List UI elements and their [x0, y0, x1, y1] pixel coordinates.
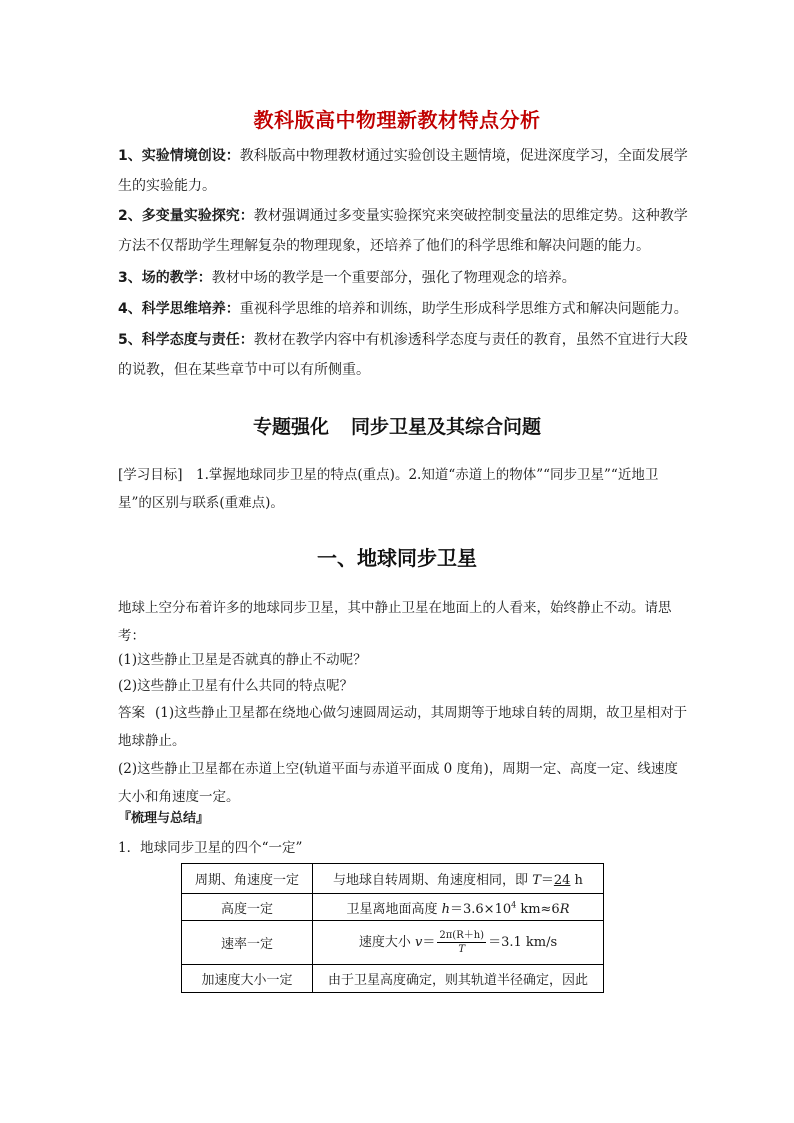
eq-sign: ＝	[422, 935, 436, 950]
exponent: 4	[511, 900, 517, 910]
topic-part2: 同步卫星及其综合问题	[351, 416, 542, 438]
velocity-fraction	[437, 929, 486, 956]
table-cell-desc	[313, 894, 604, 921]
desc-text: 卫星离地面高度	[346, 901, 442, 917]
question-2: (2)这些静止卫星有什么共同的特点呢？	[118, 678, 354, 694]
summary-heading: 『梳理与总结』	[118, 811, 210, 826]
table-row	[182, 894, 604, 921]
fraction-denominator: T	[458, 944, 466, 955]
var-R: R	[559, 901, 570, 917]
feature-label: 1、实验情境创设：	[118, 148, 240, 164]
satellite-facts-table	[181, 863, 604, 993]
table-cell-name: 加速度大小一定	[182, 965, 313, 993]
answer-1-text: (1)这些静止卫星都在绕地心做匀速圆周运动，其周期等于地球自转的周期，故卫星相对于地球静止。	[118, 705, 688, 749]
height-value: ＝3.6×10	[450, 901, 512, 917]
section-title: 一、地球同步卫星	[317, 546, 477, 570]
velocity-value: ＝3.1 km/s	[488, 935, 558, 950]
feature-text: 教材强调通过多变量实验探究来突破控制变量法的思维定势。这种教学方法不仅帮助学生理解复杂的物理现象，还培养了他们的科学思维和解决问题的能力。	[118, 208, 688, 254]
feature-item-4	[118, 294, 688, 324]
learning-objectives: [学习目标] 1.掌握地球同步卫星的特点(重点)。2.知道“赤道上的物体”“同步卫星”“近地卫星”的区别与联系(重难点)。	[118, 467, 659, 511]
answer-2: (2)这些静止卫星都在赤道上空(轨道平面与赤道平面成 0 度角)，周期一定、高度一定、线速度大小和角速度一定。	[118, 761, 678, 805]
table-cell-name: 周期、角速度一定	[182, 864, 313, 894]
feature-text: 教材中场的教学是一个重要部分，强化了物理观念的培养。	[211, 270, 576, 286]
feature-item-1	[118, 141, 688, 201]
table-cell-desc	[313, 864, 604, 894]
feature-text: 重视科学思维的培养和训练，助学生形成科学思维方式和解决问题能力。	[239, 301, 688, 317]
feature-label: 5、科学态度与责任：	[118, 332, 254, 348]
topic-part1: 专题强化	[252, 416, 329, 438]
unit: h	[570, 873, 583, 888]
table-cell-name: 速率一定	[182, 921, 313, 965]
question-1: (1)这些静止卫星是否就真的静止不动呢？	[118, 652, 367, 668]
feature-item-3	[118, 263, 688, 293]
topic-title	[0, 412, 794, 439]
answer-label: 答案	[118, 705, 145, 721]
page-title: 教科版高中物理新教材特点分析	[253, 108, 541, 132]
answer-1	[118, 699, 688, 755]
table-row	[182, 921, 604, 965]
table-caption: 1．地球同步卫星的四个“一定”	[118, 840, 303, 856]
intro-paragraph: 地球上空分布着许多的地球同步卫星，其中静止卫星在地面上的人看来，始终静止不动。请思考：	[118, 600, 672, 644]
fraction-numerator: 2π(R＋h)	[439, 930, 485, 941]
feature-item-2	[118, 201, 688, 261]
var-T: T	[532, 873, 541, 888]
table-cell-desc	[313, 921, 604, 965]
feature-label: 4、科学思维培养：	[118, 301, 240, 317]
eq-sign: ＝	[540, 873, 554, 888]
feature-text: 教科版高中物理教材通过实验创设主题情境，促进深度学习，全面发展学生的实验能力。	[118, 148, 688, 194]
feature-text: 教材在教学内容中有机渗透科学态度与责任的教育，虽然不宜进行大段的说教，但在某些章节中可以有所侧重。	[118, 332, 688, 378]
period-value: 24	[553, 873, 571, 888]
feature-item-5	[118, 325, 688, 385]
table-row	[182, 965, 604, 993]
height-unit: km≈6	[516, 901, 560, 917]
table-cell-name: 高度一定	[182, 894, 313, 921]
var-h: h	[441, 901, 450, 917]
desc-text: 速度大小	[358, 935, 415, 950]
feature-label: 3、场的教学：	[118, 270, 212, 286]
table-cell-desc: 由于卫星高度确定，则其轨道半径确定，因此	[313, 965, 604, 993]
table-row	[182, 864, 604, 894]
desc-text: 与地球自转周期、角速度相同，即	[333, 873, 533, 888]
feature-label: 2、多变量实验探究：	[118, 208, 254, 224]
var-v: v	[414, 935, 423, 950]
